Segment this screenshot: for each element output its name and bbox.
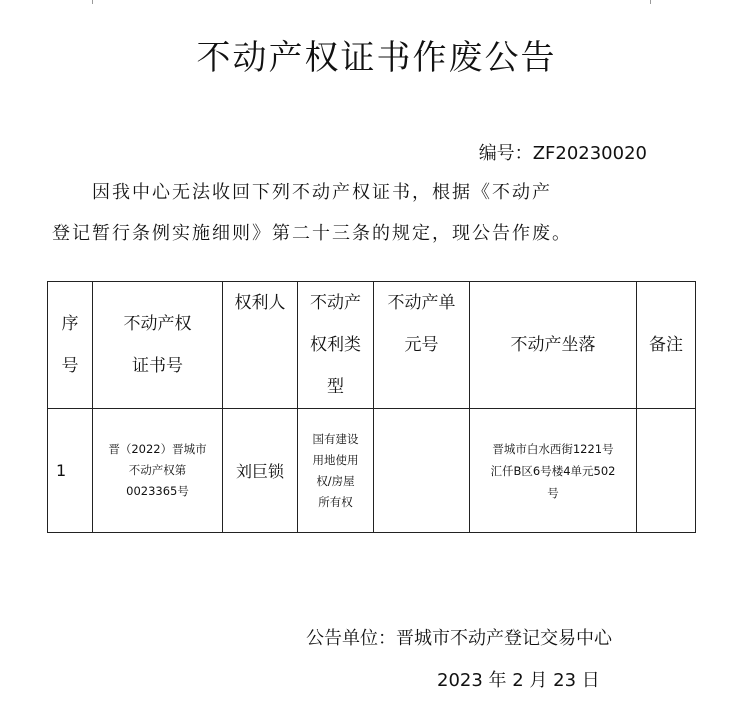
cell-location: 晋城市白水西街1221号 汇仟B区6号楼4单元502 号: [470, 409, 637, 533]
issue-date: 2023 年 2 月 23 日: [437, 670, 600, 691]
page-corner-mark-left: [72, 0, 93, 4]
table-row: [48, 409, 696, 533]
issuer-signature: 公告单位：晋城市不动产登记交易中心: [306, 628, 612, 649]
notice-paragraph-line1: 因我中心无法收回下列不动产权证书，根据《不动产: [92, 182, 552, 203]
cell-cert-number: 晋（2022）晋城市 不动产权第 0023365号: [93, 409, 223, 533]
header-holder: 权利人: [223, 282, 298, 409]
notice-paragraph-line2: 登记暂行条例实施细则》第二十三条的规定，现公告作废。: [52, 223, 572, 244]
header-location: 不动产坐落: [470, 282, 637, 409]
cell-unit-number: [374, 409, 470, 533]
void-certificate-table: [47, 281, 696, 533]
cell-remarks: [637, 409, 696, 533]
cell-right-type: 国有建设 用地使用 权/房屋 所有权: [298, 409, 374, 533]
header-cert-number: 不动产权 证书号: [93, 282, 223, 409]
header-unit-number: 不动产单 元号: [374, 282, 470, 409]
header-remarks: 备注: [637, 282, 696, 409]
document-number-label: 编号：: [478, 143, 533, 164]
header-right-type: 不动产 权利类 型: [298, 282, 374, 409]
table-header-row: [48, 282, 696, 409]
page-title: 不动产权证书作废公告: [196, 38, 557, 78]
page-corner-mark-right: [650, 0, 671, 4]
cell-seq: 1: [48, 409, 93, 533]
cell-holder: 刘巨锁: [223, 409, 298, 533]
document-number-value: ZF20230020: [532, 143, 647, 164]
header-seq: 序 号: [48, 282, 93, 409]
document-number: [460, 139, 647, 165]
